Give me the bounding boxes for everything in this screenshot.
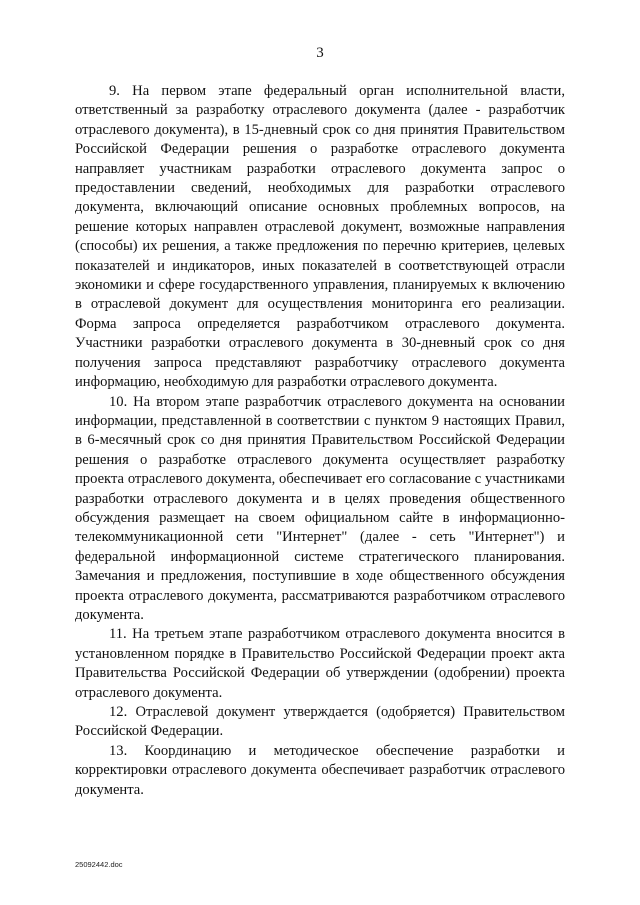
- paragraph-10: 10. На втором этапе разработчик отраслевого документа на основании информации, представленной в соответствии с пунктом 9 настоящих Правил, в 6-месячный срок со дня принятия Правительством Российской Федерации решения о разработке отраслевого документа осуществляет разработку проекта отраслевого документа, обеспечивает его согласование с участниками разработки отраслевого документа и в целях проведения общественного обсуждения размещает на своем официальном сайте в информационно-телекоммуникационной сети "Интернет" (далее - сеть "Интернет") и федеральной информационной системе стратегического планирования. Замечания и предложения, поступившие в ходе общественного обсуждения проекта отраслевого документа, рассматриваются разработчиком отраслевого документа.: [75, 393, 565, 623]
- document-file-code: 25092442.doc: [75, 860, 123, 869]
- document-body: [75, 82, 565, 800]
- paragraph-12: 12. Отраслевой документ утверждается (одобряется) Правительством Российской Федерации.: [75, 704, 565, 740]
- page-number: 3: [316, 45, 324, 61]
- paragraph-9: 9. На первом этапе федеральный орган исполнительной власти, ответственный за разработку отраслевого документа (далее - разработчик отраслевого документа), в 15-дневный срок со дня принятия Правительством Российской Федерации решения о разработке отраслевого документа направляет участникам разработки отраслевого документа запрос о предоставлении сведений, необходимых для разработки отраслевого документа, включающий описание основных проблемных вопросов, на решение которых направлен отраслевой документ, возможные направления (способы) их решения, а также предложения по перечню критериев, целевых показателей и индикаторов, иных показателей в соответствующей отрасли экономики и сфере государственного управления, планируемых к включению в отраслевой документ для осуществления мониторинга его реализации. Форма запроса определяется разработчиком отраслевого документа. Участники разработки отраслевого документа в 30-дневный срок со дня получения запроса представляют разработчику отраслевого документа информацию, необходимую для разработки отраслевого документа.: [75, 83, 565, 391]
- paragraph-11: 11. На третьем этапе разработчиком отраслевого документа вносится в установленном порядке в Правительство Российской Федерации проект акта Правительства Российской Федерации об утверждении (одобрении) проекта отраслевого документа.: [75, 626, 565, 701]
- paragraph-13: 13. Координацию и методическое обеспечение разработки и корректировки отраслевого документа обеспечивает разработчик отраслевого документа.: [75, 742, 565, 798]
